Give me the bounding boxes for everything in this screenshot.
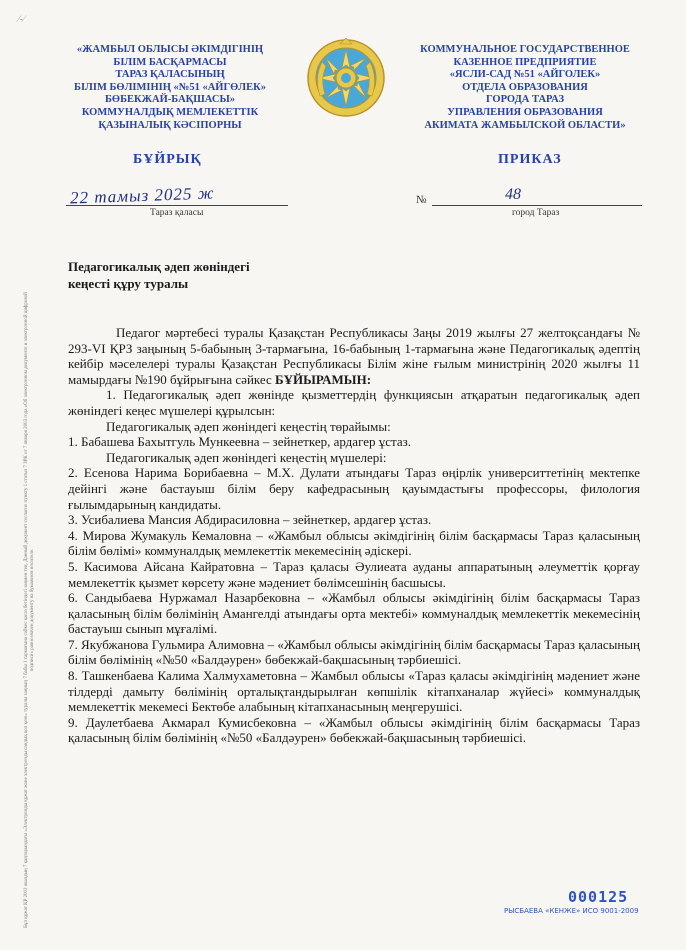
member-item: 9. Даулетбаева Акмарал Кумисбековна – «Жамбыл облысы әкімдігінің білім басқармасы Тараз қаласының білім бөлімінің «№50 «Балдәурен» бөбекжай-бақшасының тәрбиешісі. xyxy=(68,714,640,746)
member-item: 2. Есенова Нарима Борибаевна – М.Х. Дулати атындағы Тараз өңірлік университтетінің мектепке дейінгі және бастауыш білім беру кафедрасының қауымдастығы профессоры, филология ғылымдарының кандидаты. xyxy=(68,465,640,512)
chair-member: 1. Бабашева Бахытгуль Мункеевна – зейнеткер, ардагер ұстаз. xyxy=(68,434,412,450)
number-underline xyxy=(432,205,642,206)
header-kazakh: «ЖАМБЫЛ ОБЛЫСЫ ӘКІМДІГІНІҢ БІЛІМ БАСҚАРМАСЫ ТАРАЗ ҚАЛАСЫНЫҢ БІЛІМ БӨЛІМІНІҢ «№51 «АЙГӨЛЕК» БӨБЕКЖАЙ-БАҚШАСЫ» КОММУНАЛДЫҚ МЕМЛЕКЕТТІК ҚАЗЫНАЛЫҚ КӘСІПОРНЫ xyxy=(74,44,266,131)
handwritten-date: 22 тамыз 2025 ж xyxy=(69,183,215,208)
member-item: 6. Сандыбаева Нуржамал Назарбековна – «Жамбыл облысы әкімдігінің білім басқармасы Тараз қаласының білім бөлімінің Амангелді атындағы орта мектебі» коммуналдық мемлекеттік мекемесінің бастауыш сынып мұғалімі. xyxy=(68,590,640,637)
members-heading: Педагогикалық әдеп жөніндегі кеңестің мүшелері: xyxy=(106,449,387,465)
preamble-text: Педагог мәртебесі туралы Қазақстан Республикасы Заңы 2019 жылғы 27 желтоқсандағы № 293-VI ҚРЗ заңының 5-бабының 3-тармағына, 16-бабының 1-тармағына және Педагогикалық әдептің кейбір мәселелері туралы Қазақстан Республикасы Білім жіне ғылым министрінің 2020 жылғы 11 мамырдағы №190 бұйрығына сәйкес xyxy=(68,325,640,387)
printer-footer: РЫСБАЕВА «КЕНЖЕ» ИСО 9001-2009 xyxy=(504,907,639,915)
item-1: 1. Педагогикалық әдеп жөнінде қызметтердің функциясын атқаратын педагогикалық әдеп жөніндегі кеңес мүшелері құрылсын: xyxy=(68,387,640,418)
city-label-russian: город Тараз xyxy=(512,208,560,218)
date-underline xyxy=(66,205,288,206)
member-item: 5. Касимова Айсана Кайратовна – Тараз қаласы Әулиеата ауданы аппаратының әлеуметтік қорғау мемлекеттік қызмет көрсету және мәдениет бөлімсешінің басшысы. xyxy=(68,558,640,590)
order-subject: Педагогикалық әдеп жөніндегі кеңесті құру туралы xyxy=(68,259,250,291)
handwritten-order-number: 48 xyxy=(505,186,521,203)
serial-stamp-number: 000125 xyxy=(568,888,629,906)
order-title-russian: ПРИКАЗ xyxy=(498,152,562,167)
order-body xyxy=(68,325,640,746)
preamble-paragraph xyxy=(68,325,640,387)
corner-mark: ∕-∕ xyxy=(18,14,25,25)
city-label-kazakh: Тараз қаласы xyxy=(150,208,204,218)
state-emblem-icon xyxy=(306,38,386,118)
number-sign: № xyxy=(416,194,427,206)
order-word: БҰЙЫРАМЫН: xyxy=(275,371,372,387)
member-item: 7. Якубжанова Гульмира Алимовна – «Жамбыл облысы әкімдігінің білім басқармасы Тараз қаласының білім бөлімінің «№50 «Балдәурен» бөбекжай-бақшасының тәрбиешісі. xyxy=(68,636,640,668)
chair-heading: Педагогикалық әдеп жөніндегі кеңестің төрайымы: xyxy=(106,418,391,434)
legal-sidebar-note: Бұл құжат ҚР 2003 жылдың 7 қаңтарындағы «Электронды құжат және электронды сандық қол қою» туралы заңның 7 бабы 1 тармағына сәйкес қағаз бетіндегі заңмен тең. Данный документ согласно пункту 1 статьи 7 ЗРК от 7 января 2003 года «Об электронном документе и электронной цифровой подписи» равнозначен документу на бумажном носителе. xyxy=(24,292,35,928)
member-item: 3. Усибалиева Мансия Абдирасиловна – зейнеткер, ардагер ұстаз. xyxy=(68,512,432,528)
member-item: 4. Мирова Жумакуль Кемаловна – «Жамбыл облысы әкімдігінің білім басқармасы Тараз қаласының білім бөлімі» коммуналдық мемлекеттік мекемесінің әдіскері. xyxy=(68,527,640,559)
order-title-kazakh: БҰЙРЫҚ xyxy=(133,152,202,167)
member-item: 8. Ташкенбаева Калима Халмухаметовна – Жамбыл облысы «Тараз қаласы әкімдігінің мәдениет және тілдерді дамыту бөлімінің орталықтандырылған көпшілік кітапханалар жүйесі» коммуналдық мемлекеттік мекемесі Бектөбе алабының кітапханасының меңгерушісі. xyxy=(68,668,640,715)
header-russian: КОММУНАЛЬНОЕ ГОСУДАРСТВЕННОЕ КАЗЕННОЕ ПРЕДПРИЯТИЕ «ЯСЛИ-САД №51 «АЙГОЛЕК» ОТДЕЛА ОБРАЗОВАНИЯ ГОРОДА ТАРАЗ УПРАВЛЕНИЯ ОБРАЗОВАНИЯ АКИМАТА ЖАМБЫЛСКОЙ ОБЛАСТИ» xyxy=(420,44,630,131)
